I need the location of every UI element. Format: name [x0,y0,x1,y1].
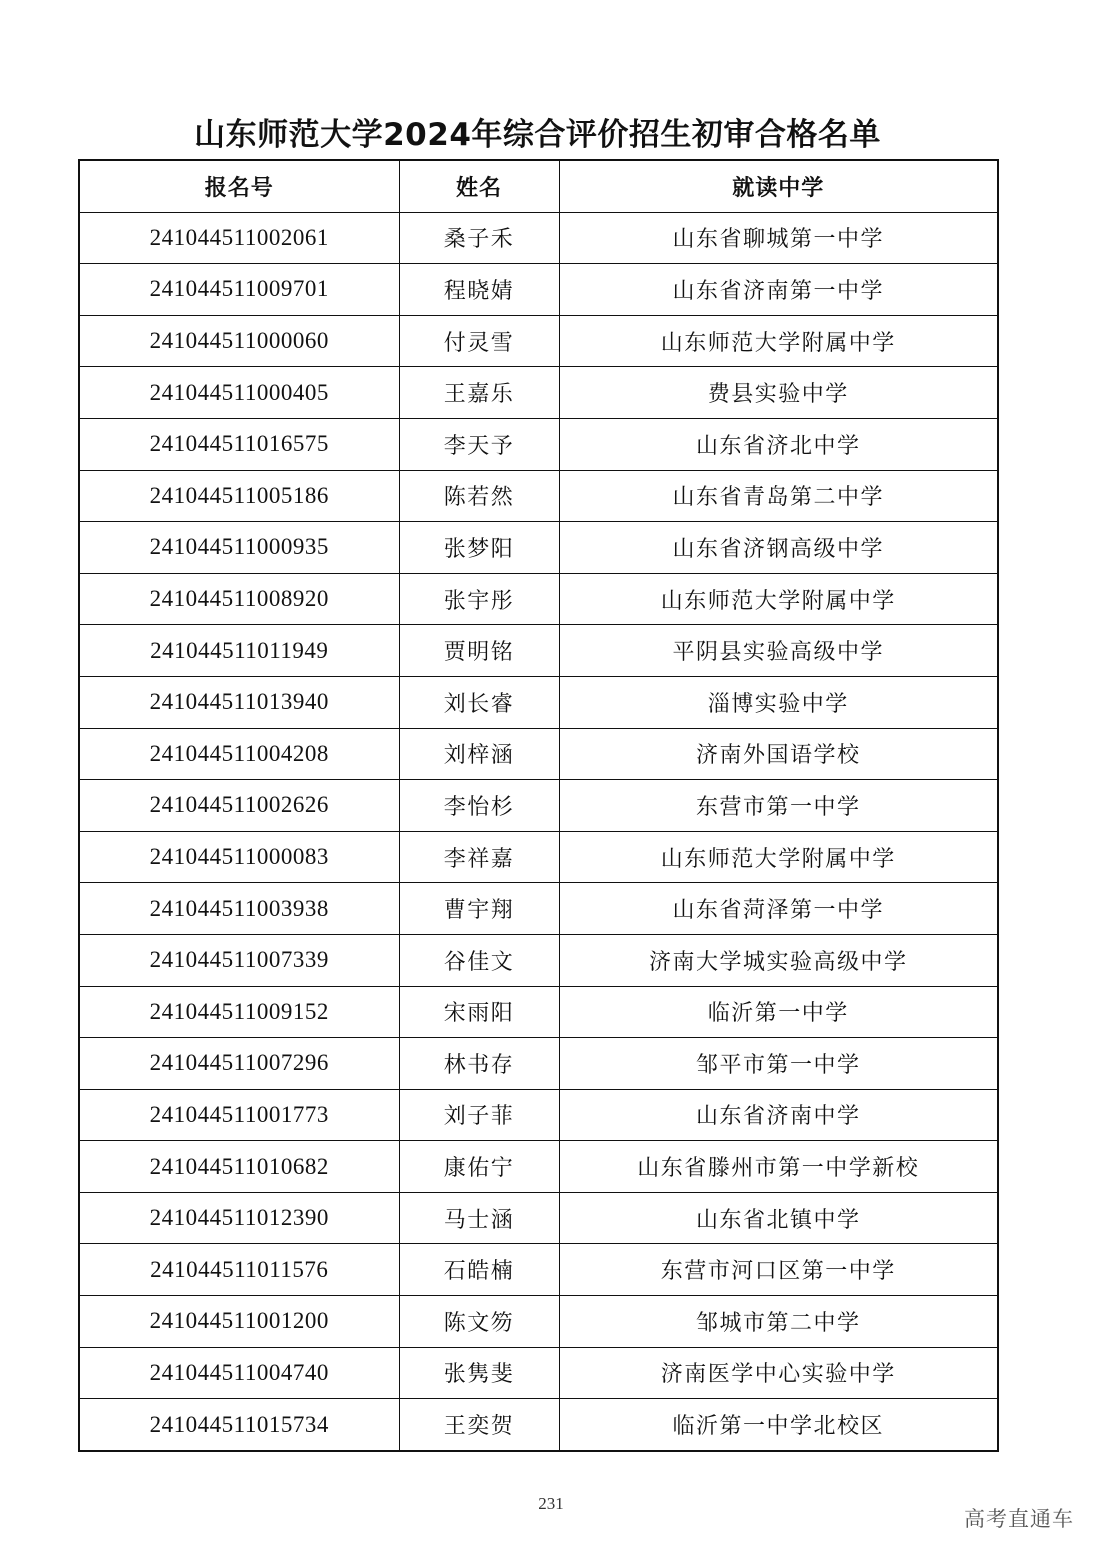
registration-number-cell: 241044511004208 [79,728,399,780]
registration-number-cell: 241044511000060 [79,315,399,367]
table-row [79,728,998,780]
registration-number-cell: 241044511012390 [79,1192,399,1244]
table-row [79,780,998,832]
school-cell: 山东师范大学附属中学 [559,573,998,625]
registration-number-cell: 241044511007339 [79,934,399,986]
student-name-cell: 王嘉乐 [399,367,559,419]
school-cell: 东营市河口区第一中学 [559,1244,998,1296]
school-cell: 山东省济钢高级中学 [559,522,998,574]
table-row [79,573,998,625]
table-row [79,883,998,935]
school-cell: 邹城市第二中学 [559,1296,998,1348]
table-row [79,1141,998,1193]
school-cell: 费县实验中学 [559,367,998,419]
student-name-cell: 谷佳文 [399,934,559,986]
table-row [79,1399,998,1451]
school-cell: 淄博实验中学 [559,676,998,728]
registration-number-cell: 241044511010682 [79,1141,399,1193]
page-title: 山东师范大学2024年综合评价招生初审合格名单 [194,117,881,153]
school-cell: 济南医学中心实验中学 [559,1347,998,1399]
student-name-cell: 宋雨阳 [399,986,559,1038]
student-name-cell: 马士涵 [399,1192,559,1244]
table-row [79,934,998,986]
student-name-cell: 李怡杉 [399,780,559,832]
registration-number-cell: 241044511001773 [79,1089,399,1141]
table-row [79,1192,998,1244]
table-row [79,315,998,367]
school-cell: 邹平市第一中学 [559,1038,998,1090]
student-name-cell: 康佑宁 [399,1141,559,1193]
table-row [79,1089,998,1141]
table-row [79,522,998,574]
school-cell: 山东师范大学附属中学 [559,315,998,367]
registration-number-cell: 241044511015734 [79,1399,399,1451]
registration-number-cell: 241044511002626 [79,780,399,832]
school-cell: 山东师范大学附属中学 [559,831,998,883]
student-name-cell: 桑子禾 [399,212,559,264]
school-cell: 山东省北镇中学 [559,1192,998,1244]
student-name-cell: 石皓楠 [399,1244,559,1296]
student-name-cell: 刘梓涵 [399,728,559,780]
header-name: 姓名 [399,160,559,212]
student-name-cell: 李天予 [399,418,559,470]
student-name-cell: 林书存 [399,1038,559,1090]
table-row [79,264,998,316]
registration-number-cell: 241044511009701 [79,264,399,316]
admission-list-table [78,159,999,1452]
school-cell: 山东省青岛第二中学 [559,470,998,522]
student-name-cell: 贾明铭 [399,625,559,677]
registration-number-cell: 241044511000935 [79,522,399,574]
header-registration-number: 报名号 [79,160,399,212]
registration-number-cell: 241044511002061 [79,212,399,264]
registration-number-cell: 241044511003938 [79,883,399,935]
header-school: 就读中学 [559,160,998,212]
table-row [79,625,998,677]
school-cell: 山东省聊城第一中学 [559,212,998,264]
school-cell: 山东省济南中学 [559,1089,998,1141]
table-row [79,1038,998,1090]
student-name-cell: 王奕贺 [399,1399,559,1451]
table-row [79,1296,998,1348]
school-cell: 山东省滕州市第一中学新校 [559,1141,998,1193]
registration-number-cell: 241044511007296 [79,1038,399,1090]
student-name-cell: 张隽斐 [399,1347,559,1399]
registration-number-cell: 241044511013940 [79,676,399,728]
school-cell: 济南外国语学校 [559,728,998,780]
registration-number-cell: 241044511001200 [79,1296,399,1348]
student-name-cell: 陈若然 [399,470,559,522]
registration-number-cell: 241044511008920 [79,573,399,625]
student-name-cell: 曹宇翔 [399,883,559,935]
student-name-cell: 张宇彤 [399,573,559,625]
table-body [79,212,998,1451]
school-cell: 济南大学城实验高级中学 [559,934,998,986]
table-row [79,1347,998,1399]
registration-number-cell: 241044511011576 [79,1244,399,1296]
table-row [79,1244,998,1296]
school-cell: 山东省济南第一中学 [559,264,998,316]
table-row [79,676,998,728]
student-name-cell: 张梦阳 [399,522,559,574]
registration-number-cell: 241044511000405 [79,367,399,419]
table-row [79,212,998,264]
registration-number-cell: 241044511004740 [79,1347,399,1399]
registration-number-cell: 241044511016575 [79,418,399,470]
school-cell: 山东省菏泽第一中学 [559,883,998,935]
student-name-cell: 刘子菲 [399,1089,559,1141]
page-number: 231 [538,1494,564,1513]
student-name-cell: 付灵雪 [399,315,559,367]
registration-number-cell: 241044511005186 [79,470,399,522]
table-row [79,986,998,1038]
student-name-cell: 李祥嘉 [399,831,559,883]
student-name-cell: 程晓婧 [399,264,559,316]
table-row [79,470,998,522]
watermark: 高考直通车 [964,1507,1074,1531]
school-cell: 平阴县实验高级中学 [559,625,998,677]
registration-number-cell: 241044511000083 [79,831,399,883]
registration-number-cell: 241044511009152 [79,986,399,1038]
table-header-row [79,160,998,212]
table-row [79,418,998,470]
school-cell: 临沂第一中学北校区 [559,1399,998,1451]
student-name-cell: 刘长睿 [399,676,559,728]
table-row [79,831,998,883]
registration-number-cell: 241044511011949 [79,625,399,677]
school-cell: 临沂第一中学 [559,986,998,1038]
school-cell: 山东省济北中学 [559,418,998,470]
school-cell: 东营市第一中学 [559,780,998,832]
student-name-cell: 陈文笏 [399,1296,559,1348]
table-row [79,367,998,419]
